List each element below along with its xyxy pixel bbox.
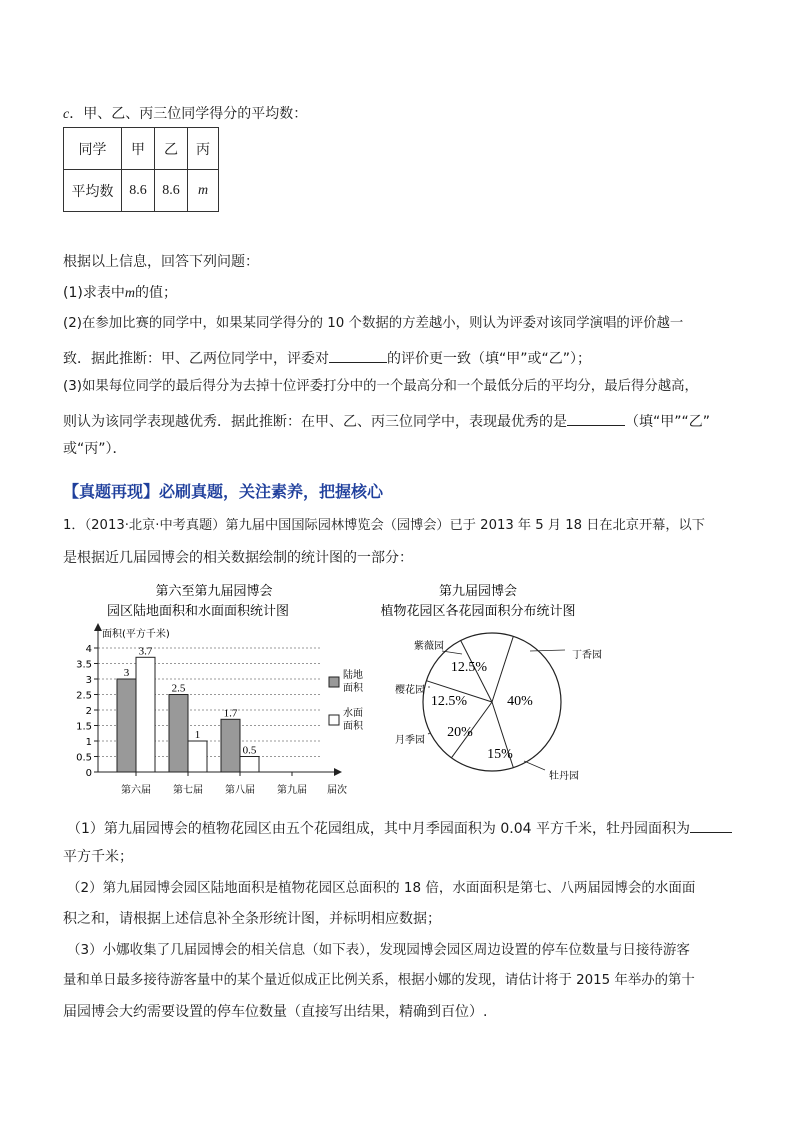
question-text: （填“甲”“乙” <box>625 414 711 430</box>
pie-slice-name-label: 紫薇园 <box>414 641 444 652</box>
x-tick-label: 第七届 <box>173 785 203 796</box>
bar-chart-title: 第六至第九届园博会 <box>155 584 273 599</box>
water-area-bar <box>136 657 155 772</box>
sub-question-3-line-2: 量和单日最多接待游客量中的某个量近似成正比例关系，根据小娜的发现，请估计将于 2015 年举办的第十 <box>63 973 695 988</box>
sub-question-2-line-1: （2）第九届园博会园区陆地面积是植物花园区总面积的 18 倍，水面面积是第七、八两届园博会的水面面 <box>67 880 696 896</box>
legend-label: 面积 <box>343 721 363 732</box>
question-3-line-2 <box>63 411 710 429</box>
y-tick-label: 0 <box>85 768 92 779</box>
y-tick-label: 4 <box>85 644 92 655</box>
answer-blank[interactable] <box>329 348 387 363</box>
pie-callout-line <box>524 761 545 770</box>
table-cell: 8.6 <box>155 170 188 212</box>
legend-label: 面积 <box>343 683 363 694</box>
average-score-table <box>63 127 219 212</box>
question-text: 则认为该同学表现越优秀．据此推断：在甲、乙、丙三位同学中，表现最优秀的是 <box>63 414 567 430</box>
land-area-bar <box>117 679 136 772</box>
sub-question-1-line-2: 平方千米； <box>63 849 133 865</box>
sub-question-1-line-1 <box>67 818 732 836</box>
answer-blank[interactable] <box>690 818 732 833</box>
bar-value-label: 2.5 <box>171 682 186 695</box>
x-axis-label: 届次 <box>327 785 347 796</box>
pie-slice-name-label: 月季园 <box>395 735 425 746</box>
table-cell: 同学 <box>64 128 122 170</box>
bar-value-label: 1 <box>194 729 201 741</box>
section-heading: 【真题再现】必刷真题，关注素养，把握核心 <box>63 482 384 501</box>
legend-land-swatch <box>329 677 339 687</box>
land-area-bar <box>169 695 188 773</box>
section-c-title <box>63 103 307 123</box>
questions-intro: 根据以上信息，回答下列问题： <box>63 254 259 270</box>
question-2-line-2 <box>63 348 591 366</box>
table-row <box>64 170 219 212</box>
table-cell: 甲 <box>122 128 155 170</box>
pie-slice-name-label: 樱花园 <box>395 685 425 696</box>
bar-value-label: 0.5 <box>242 744 257 757</box>
x-axis-arrow <box>334 768 342 776</box>
water-area-bar <box>240 757 259 773</box>
table-row <box>64 128 219 170</box>
legend-label: 陆地 <box>343 670 363 681</box>
question-text: 的值； <box>134 285 177 301</box>
pie-slice-name-label: 牡丹园 <box>549 771 579 782</box>
problem-1-line-2: 是根据近几届园博会的相关数据绘制的统计图的一部分： <box>63 550 413 566</box>
sub-question-3-line-1: （3）小娜收集了几届园博会的相关信息（如下表），发现园博会园区周边设置的停车位数量与日接待游客 <box>67 942 690 958</box>
y-tick-label: 1.5 <box>76 721 92 733</box>
table-cell: 8.6 <box>122 170 155 212</box>
pie-chart-subtitle: 植物花园区各花园面积分布统计图 <box>380 604 576 619</box>
y-tick-label: 1 <box>85 737 92 748</box>
pie-slice-percent-label: 40% <box>507 694 533 709</box>
question-1 <box>63 286 177 301</box>
question-text: 的评价更一致（填“甲”或“乙”）； <box>387 351 592 367</box>
pie-slice-name-label: 丁香园 <box>572 650 602 661</box>
x-tick-label: 第八届 <box>225 785 255 796</box>
sub-question-2-line-2: 积之和，请根据上述信息补全条形统计图，并标明相应数据； <box>63 911 441 927</box>
section-c-title-text: ．甲、乙、丙三位同学得分的平均数： <box>69 106 308 122</box>
pie-slice-percent-label: 12.5% <box>430 694 468 709</box>
y-tick-label: 2 <box>85 706 92 717</box>
question-3-line-1: (3)如果每位同学的最后得分为去掉十位评委打分中的一个最高分和一个最低分后的平均分，最后得分越高， <box>63 379 698 394</box>
pie-slice-percent-label: 20% <box>447 725 473 740</box>
bar-chart-subtitle: 园区陆地面积和水面面积统计图 <box>106 604 290 619</box>
table-cell: 丙 <box>188 128 219 170</box>
bar-value-label: 3 <box>123 667 130 679</box>
charts-figure <box>0 575 794 805</box>
pie-slice-percent-label: 12.5% <box>450 660 488 675</box>
land-area-bar <box>221 719 240 772</box>
y-tick-label: 3.5 <box>76 659 92 671</box>
x-tick-label: 第九届 <box>277 785 307 796</box>
problem-1-line-1: 1．（2013·北京·中考真题）第九届中国国际园林博览会（园博会）已于 2013 年 5 月 18 日在北京开幕，以下 <box>63 518 705 533</box>
bar-value-label: 3.7 <box>138 645 153 658</box>
question-text: 致．据此推断：甲、乙两位同学中，评委对 <box>63 351 329 367</box>
bar-value-label: 1.7 <box>223 707 238 720</box>
item-letter: c <box>63 107 70 122</box>
table-cell: m <box>188 170 219 212</box>
question-3-line-3: 或“丙”）． <box>63 441 127 457</box>
pie-callout-line <box>428 733 430 734</box>
water-area-bar <box>188 741 207 772</box>
sub-question-3-line-3: 届园博会大约需要设置的停车位数量（直接写出结果，精确到百位）. <box>63 1004 488 1020</box>
question-text: （1）第九届园博会的植物花园区由五个花园组成，其中月季园面积为 0.04 平方千米，牡丹园面积为 <box>67 821 690 837</box>
y-tick-label: 2.5 <box>76 690 92 702</box>
legend-water-swatch <box>329 715 339 725</box>
y-axis-arrow <box>94 623 102 631</box>
legend-label: 水面 <box>343 708 363 719</box>
question-2-line-1: (2)在参加比赛的同学中，如果某同学得分的 10 个数据的方差越小，则认为评委对该同学演唱的评价越一 <box>63 316 684 331</box>
x-tick-label: 第六届 <box>121 785 151 796</box>
table-cell: 平均数 <box>64 170 122 212</box>
y-tick-label: 3 <box>85 675 92 686</box>
variable-m: m <box>124 286 135 301</box>
y-axis-label: 面积(平方千米) <box>102 629 170 640</box>
pie-chart-title: 第九届园博会 <box>438 584 518 599</box>
question-text: (1)求表中 <box>63 285 125 301</box>
table-cell: 乙 <box>155 128 188 170</box>
answer-blank[interactable] <box>567 411 625 426</box>
pie-slice-percent-label: 15% <box>487 747 513 762</box>
y-tick-label: 0.5 <box>76 752 92 764</box>
